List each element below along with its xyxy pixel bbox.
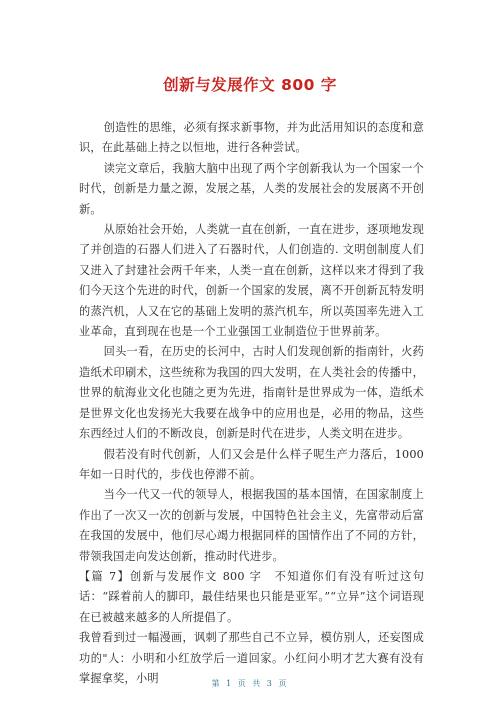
paragraph: 当今一代又一代的领导人，根据我国的基本国情，在国家制度上作出了一次又一次的创新与发展，中国特色社会主义，先富带动后富在我国的发展中，他们尽心竭力根据同样的国情作出了不同的方针，带领我国走向发达创新，推动时代进步。 — [79, 488, 424, 563]
paragraph: 【篇 7】创新与发展作文 800 字 不知道你们有没有听过这句话：“踩着前人的脚印，最佳结果也只能是亚军。”“立异”这个词语现在已被越来越多的人所提倡了。 — [79, 569, 424, 624]
document-title: 创新与发展作文 800 字 — [163, 76, 337, 94]
paragraph: 假若没有时代创新，人们又会是什么样子呢生产力落后，1000 年如一日时代的，步伐也停滞不前。 — [79, 447, 424, 481]
paragraph: 创造性的思维，必须有探求新事物，并为此活用知识的态度和意识，在此基础上持之以恒地，进行各种尝试。 — [79, 121, 424, 155]
page-number-footer: 第 1 页 共 3 页 — [211, 679, 289, 688]
paragraph: 读完文章后，我脑大脑中出现了两个字创新我认为一个国家一个时代，创新是力量之源，发展之基，人类的发展社会的发展离不开创新。 — [79, 161, 424, 216]
paragraph: 我曾看到过一幅漫画，讽刺了那些自己不立异，模仿别人，还妄图成功的"人：小明和小红放学后一道回家。小红问小明才艺大赛有没有掌握拿奖，小明 — [79, 631, 424, 685]
document-body — [79, 118, 424, 689]
paragraph: 回头一看，在历史的长河中，古时人们发现创新的指南针，火药造纸术印刷术，这些统称为我国的四大发明，在人类社会的传播中，世界的航海业文化也随之更为先进，指南针是世界成为一体，造纸术是世界文化也发扬光大我要在战争中的应用也是，必用的物品，这些东西经过人们的不断改良，创新是时代在进步，人类文明在进步。 — [79, 345, 424, 441]
paragraph: 从原始社会开始，人类就一直在创新，一直在进步，逐项地发现了并创造的石器人们进入了石器时代，人们创造的. 文明创制度人们又进入了封建社会两千年来，人类一直在创新，这样以来才得到了我们今天这个先进的时代，创新一个国家的发展，离不开创新瓦特发明的蒸汽机，人又在它的基础上发明的蒸汽机车，所以英国率先进入工业革命，直到现在也是一个工业强国工业制造位于世界前茅。 — [79, 223, 424, 339]
